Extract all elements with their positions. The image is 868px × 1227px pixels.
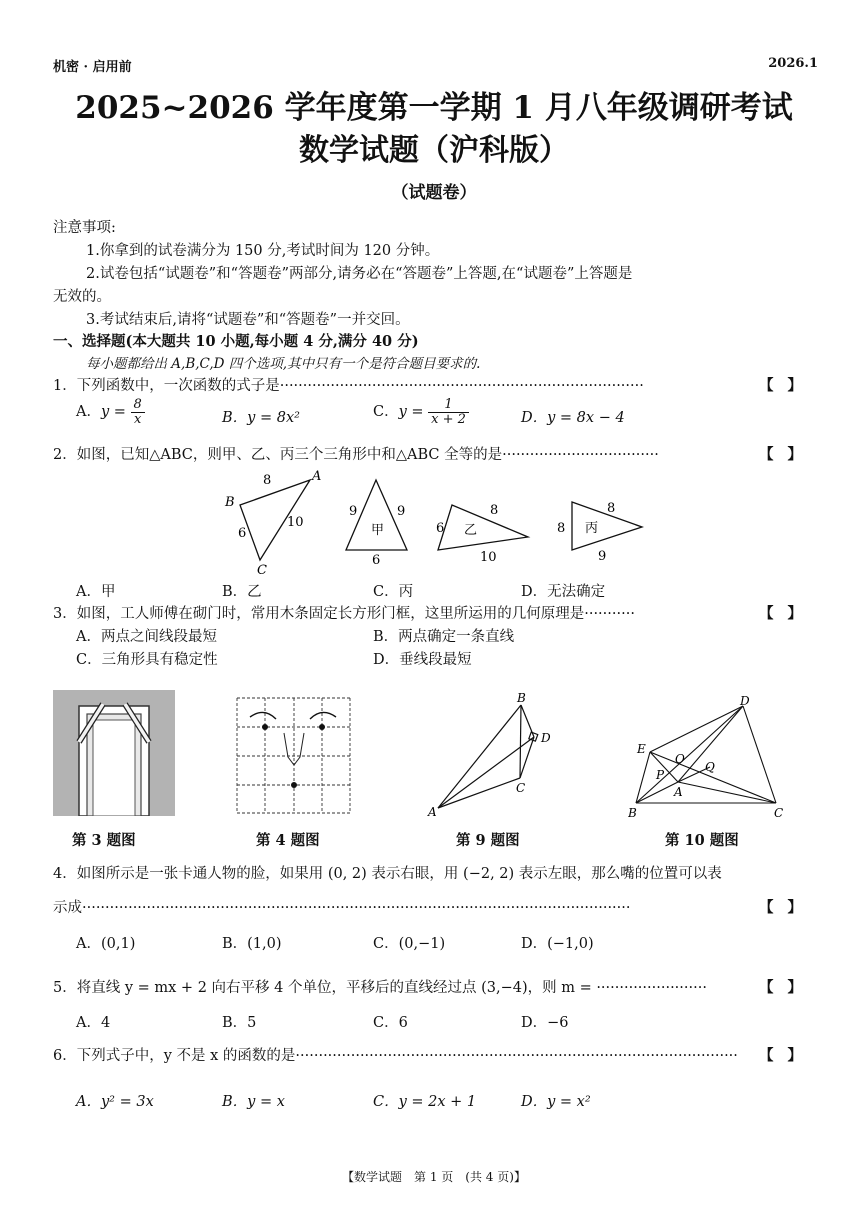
fig10-diagram [628,695,788,821]
q3-option-b: B．两点确定一条直线 [373,629,515,645]
q2-answer-bracket: 【】 [759,446,816,463]
yi-top-side: 8 [490,503,499,518]
q1-option-b: B．y = 8x² [222,410,300,426]
paper-type: （试题卷） [391,183,477,203]
note-2-cont: 无效的。 [53,289,111,305]
bing-top-side: 8 [607,501,616,516]
q5-option-b: B．5 [222,1015,257,1031]
q1-answer-bracket: 【】 [759,377,816,394]
fig10-label-p: P [656,768,665,782]
side-ac-length: 10 [287,515,304,530]
q4-option-b: B．(1,0) [222,936,282,952]
fig10-label-o: O [675,752,685,766]
fig10-caption: 第 10 题图 [665,832,739,849]
q4-stem: 4．如图所示是一张卡通人物的脸，如果用 (0, 2) 表示右眼，用 (−2, 2) 表示左眼，那么嘴的位置可以表 [53,866,722,882]
triangle-yi [438,505,528,550]
q2-option-a: A．甲 [76,584,116,600]
note-2: 2.试卷包括“试题卷”和“答题卷”两部分,请务必在“答题卷”上答题,在“试题卷”上答题是 [86,266,633,282]
q2-stem: 2．如图，已知△ABC，则甲、乙、丙三个三角形中和△ABC 全等的是·································· [53,447,659,463]
q2-option-b: B．乙 [222,584,262,600]
q3-option-d: D．垂线段最短 [373,652,472,668]
q1-option-d: D．y = 8x − 4 [521,410,625,426]
bing-bottom-side: 9 [598,549,607,564]
bing-name: 丙 [585,521,599,536]
q1-option-a: A．y = $\frac{8}{x}$ [76,398,145,426]
q4-answer-bracket: 【】 [759,899,816,916]
fig9-diagram [424,690,564,820]
fig10-label-a: A [674,785,683,799]
q4-option-a: A．(0,1) [76,936,136,952]
q6-stem: 6．下列式子中，y 不是 x 的函数的是································································································ [53,1048,738,1064]
exam-subtitle: 数学试题（沪科版） [299,133,569,168]
section-heading: 一、选择题(本大题共 10 小题,每小题 4 分,满分 40 分) [53,333,419,350]
fig3-door-frame [53,690,175,816]
side-bc-length: 6 [238,526,247,541]
note-1: 1.你拿到的试卷满分为 150 分,考试时间为 120 分钟。 [86,243,440,259]
q4-option-d: D．(−1,0) [521,936,594,952]
fig4-face-grid [236,697,352,815]
fig10-label-c: C [774,806,784,820]
exam-date: 2026.1 [768,56,818,71]
left-eye-point [262,724,268,730]
q5-stem: 5．将直线 y = mx + 2 向右平移 4 个单位，平移后的直线经过点 (3,−4)，则 m = ························ [53,980,707,996]
q6-option-b: B．y = x [222,1094,285,1110]
q5-answer-bracket: 【】 [759,979,816,996]
q3-stem: 3．如图，工人师傅在砌门时，常用木条固定长方形门框，这里所运用的几何原理是··········· [53,606,635,622]
notes-heading: 注意事项: [53,220,116,236]
vertex-b-label: B [225,495,235,510]
q5-option-a: A．4 [76,1015,111,1031]
q2-triangles-figure [210,462,660,574]
q5-option-c: C．6 [373,1015,408,1031]
jia-right-side: 9 [397,504,406,519]
fig10-label-b: B [628,806,637,820]
yi-bottom-side: 10 [480,550,497,565]
mouth-point [291,782,297,788]
q1-stem: 1．下列函数中，一次函数的式子是··············································································· [53,378,644,394]
section-instruction: 每小题都给出 A,B,C,D 四个选项,其中只有一个是符合题目要求的. [86,356,481,372]
q6-answer-bracket: 【】 [759,1047,816,1064]
fig9-label-b: B [517,691,526,705]
fig9-label-d: D [541,731,551,745]
yi-name: 乙 [464,523,478,538]
vertex-c-label: C [257,563,267,574]
right-eye-point [319,724,325,730]
q3-option-a: A．两点之间线段最短 [76,629,217,645]
q2-option-c: C．丙 [373,584,414,600]
fig9-label-c: C [516,781,526,795]
side-ab-length: 8 [263,473,272,488]
jia-base: 6 [372,553,381,568]
q4-option-c: C．(0,−1) [373,936,446,952]
yi-left-side: 6 [436,521,445,536]
page-footer: 【数学试题 第 1 页 (共 4 页)】 [342,1170,526,1184]
confidential-label: 机密 · 启用前 [53,60,132,75]
q2-option-d: D．无法确定 [521,584,606,600]
q5-option-d: D．−6 [521,1015,569,1031]
fig9-label-a: A [428,805,437,819]
fig3-caption: 第 3 题图 [72,832,136,849]
fig4-caption: 第 4 题图 [256,832,320,849]
vertex-a-label: A [312,469,322,484]
q3-option-c: C．三角形具有稳定性 [76,652,218,668]
q1-option-c: C．y = $\frac{1}{x + 2}$ [373,398,469,426]
note-3: 3.考试结束后,请将“试题卷”和“答题卷”一并交回。 [86,312,410,328]
jia-left-side: 9 [349,504,358,519]
q6-option-d: D．y = x² [521,1094,591,1110]
jia-name: 甲 [371,523,385,538]
fig10-label-q: Q [705,760,715,774]
fig10-label-d: D [740,695,750,708]
bing-left-side: 8 [557,521,566,536]
q6-option-c: C．y = 2x + 1 [373,1094,477,1110]
exam-title: 2025~2026 学年度第一学期 1 月八年级调研考试 [75,90,793,126]
fig9-caption: 第 9 题图 [456,832,520,849]
q6-option-a: A．y² = 3x [76,1094,154,1110]
q3-answer-bracket: 【】 [759,605,816,622]
q4-stem-cont: 示成······················································································································· [53,900,631,916]
fig10-label-e: E [637,742,646,756]
